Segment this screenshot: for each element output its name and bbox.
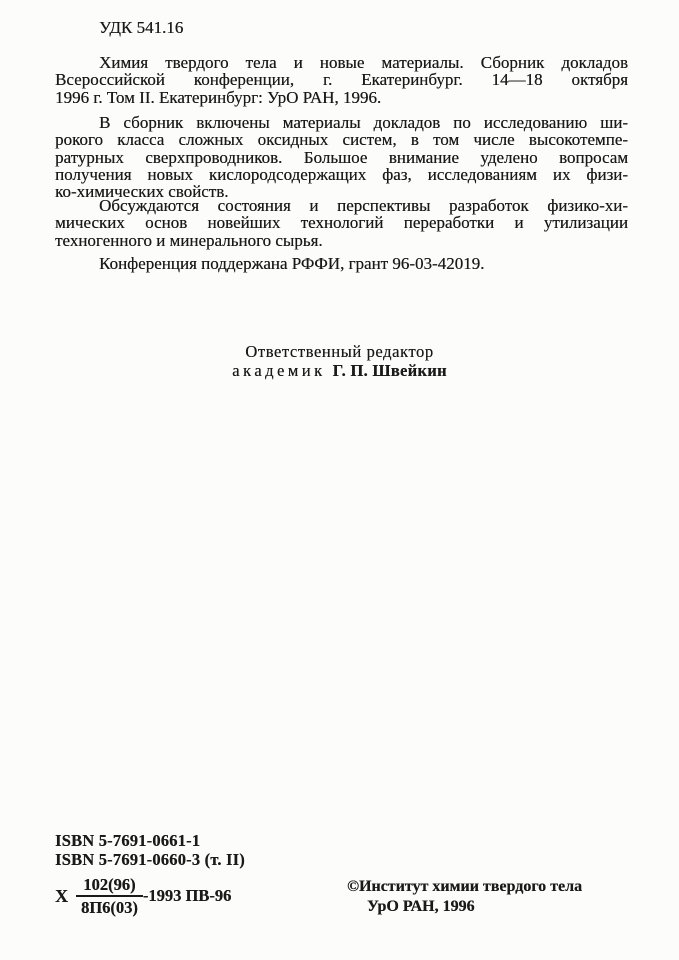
annotation-line: ко-химических свойств. xyxy=(55,182,229,202)
copyright-line-2: УрО РАН, 1996 xyxy=(367,897,475,915)
annotation-paragraph xyxy=(55,114,628,200)
editor-block xyxy=(0,342,679,380)
catalog-fraction-denominator: 8П6(03) xyxy=(81,898,138,917)
annotation-line: рокого класса сложных оксидных систем, в том числе высокотемпе- xyxy=(55,130,628,150)
isbn-line-1: ISBN 5-7691-0661-1 xyxy=(55,831,201,850)
grant-paragraph xyxy=(55,255,628,272)
editor-name: Г. П. Швейкин xyxy=(332,361,447,380)
catalog-index xyxy=(55,874,231,918)
copyright-line-1: ©Институт химии твердого тела xyxy=(347,878,583,895)
bibliography-line: Химия твердого тела и новые материалы. Сборник докладов xyxy=(99,53,628,72)
isbn-line-2: ISBN 5-7691-0660-3 (т. II) xyxy=(55,849,245,869)
editor-rank: академик xyxy=(232,361,326,380)
editor-title: Ответственный редактор xyxy=(245,342,434,361)
discussion-line: мических основ новейших технологий переработки и утилизации xyxy=(55,213,628,233)
annotation-line: получения новых кислородсодержащих фаз, исследованиям их физи- xyxy=(55,164,628,184)
udk-code: УДК 541.16 xyxy=(99,18,184,37)
isbn-block xyxy=(55,832,245,869)
catalog-suffix: -1993 ПВ-96 xyxy=(142,886,232,905)
bibliography-line: Всероссийской конференции, г. Екатеринбург. 14—18 октября xyxy=(55,70,628,90)
catalog-fraction-numerator: 102(96) xyxy=(76,874,143,897)
bibliography-line: 1996 г. Том II. Екатеринбург: УрО РАН, 1996. xyxy=(55,87,382,107)
discussion-paragraph xyxy=(55,197,628,249)
grant-line: Конференция поддержана РФФИ, грант 96-03-42019. xyxy=(99,254,485,273)
catalog-fraction xyxy=(76,874,143,918)
discussion-line: Обсуждаются состояния и перспективы разработок физико-хи- xyxy=(99,196,628,215)
editor-name-line xyxy=(0,361,679,380)
annotation-line: ратурных сверхпроводников. Большое внимание уделено вопросам xyxy=(55,147,628,167)
discussion-line: техногенного и минерального сырья. xyxy=(55,230,323,250)
catalog-letter: Х xyxy=(55,885,68,906)
copyright-block xyxy=(347,877,582,916)
annotation-line: В сборник включены материалы докладов по исследованию ши- xyxy=(99,113,628,132)
bibliography-paragraph xyxy=(55,54,628,106)
